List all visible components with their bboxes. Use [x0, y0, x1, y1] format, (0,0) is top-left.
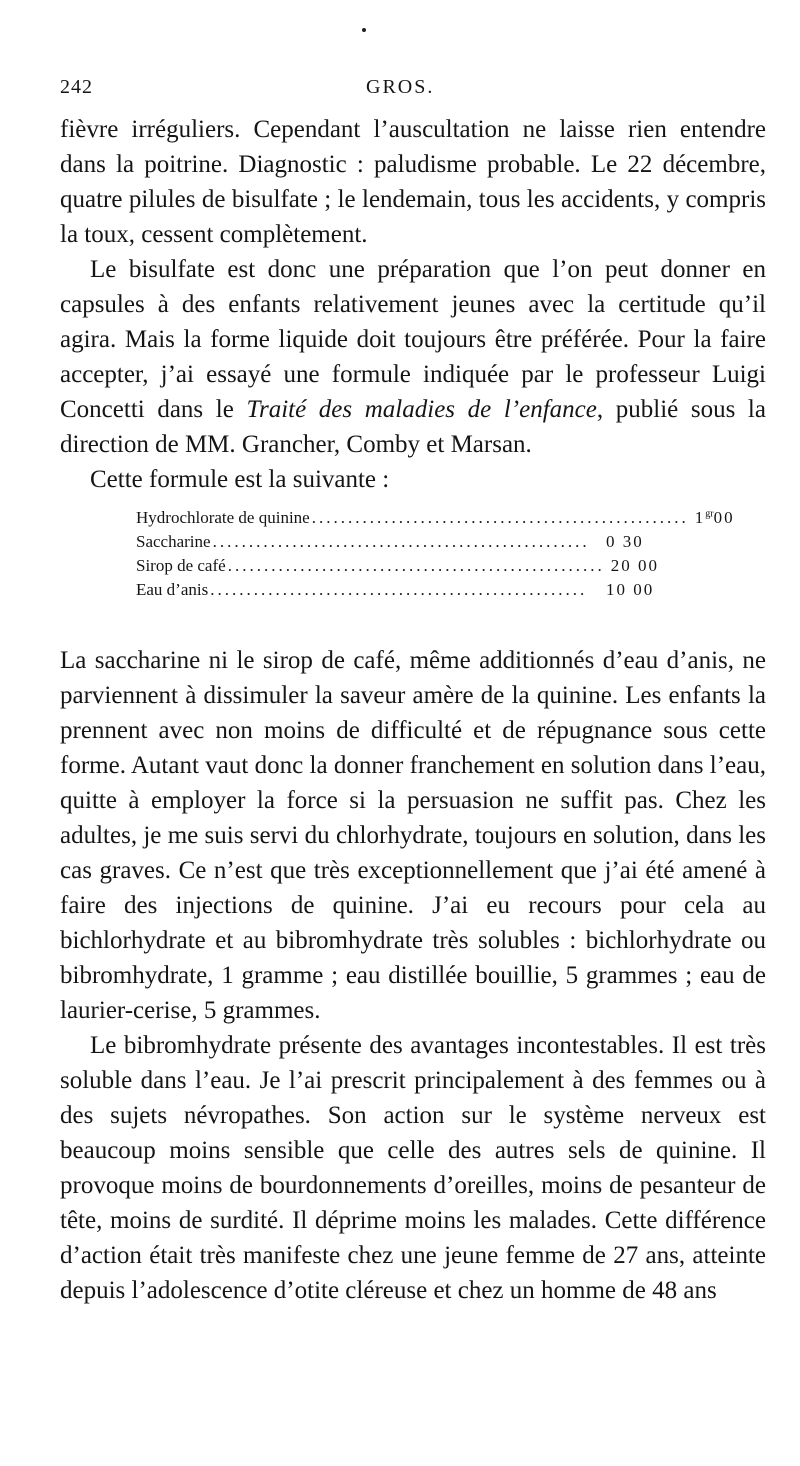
ingredient-quantity: 0 30	[606, 532, 644, 551]
paragraph-continuation: fièvre irréguliers. Cependant l’auscultation ne laisse rien entendre dans la poitrine. Diagnostic : paludisme probable. Le 22 décembre, quatre pilules de bisulfate ; le lendemain, tous les accidents, y compris la toux, cessent complètement.	[60, 116, 766, 248]
page-header	[60, 76, 760, 106]
formula-row	[136, 556, 696, 580]
ingredient-name: Hydrochlorate de quinine	[136, 508, 310, 527]
ingredient-name: Saccharine	[136, 532, 211, 551]
print-speck	[362, 28, 366, 32]
ingredient-name: Sirop de café	[136, 556, 226, 575]
body-text-top	[60, 112, 766, 497]
leader-dots: ....................................................	[212, 532, 590, 551]
paragraph-bisulfate-text: Le bisulfate est donc une préparation que l’on peut donner en capsules à des enfants relativement jeunes avec la certitude qu’il agira. Mais la forme liquide doit toujours être préférée. Pour la faire accepter, j’ai essayé une formule indiquée par le professeur Luigi Concetti dans le	[60, 256, 766, 423]
ingredient-name: Eau d’anis	[136, 580, 209, 599]
page-number: 242	[60, 76, 93, 98]
body-text-bottom	[60, 643, 766, 1308]
paragraph-bisulfate-tail: , publié sous la direction de MM. Grancher, Comby et Marsan.	[60, 396, 766, 458]
leader-dots: ....................................................	[210, 580, 588, 599]
formula-row	[136, 580, 696, 604]
book-title: Traité des maladies de l’enfance	[246, 396, 597, 423]
formula-row	[136, 532, 696, 556]
ingredient-quantity: $1^{gr}00$	[694, 508, 735, 527]
formula-row	[136, 508, 735, 532]
paragraph-bibromhydrate: Le bibromhydrate présente des avantages incontestables. Il est très soluble dans l’eau. Je l’ai prescrit principalement à des femmes ou à des sujets névropathes. Son action sur le système nerveux est beaucoup moins sensible que celle des autres sels de quinine. Il provoque moins de bourdonnements d’oreilles, moins de pesanteur de tête, moins de surdité. Il déprime moins les malades. Cette différence d’action était très manifeste chez une jeune femme de 27 ans, atteinte depuis l’adolescence d’otite cléreuse et chez un homme de 48 ans	[60, 1032, 766, 1304]
running-head: GROS.	[366, 76, 435, 98]
paragraph-saccharine: La saccharine ni le sirop de café, même additionnés d’eau d’anis, ne parviennent à dissimuler la saveur amère de la quinine. Les enfants la prennent avec non moins de difficulté et de répugnance sous cette forme. Autant vaut donc la donner franchement en solution dans l’eau, quitte à employer la force si la persuasion ne suffit pas. Chez les adultes, je me suis servi du chlorhydrate, toujours en solution, dans les cas graves. Ce n’est que très exceptionnellement que j’ai été amené à faire des injections de quinine. J’ai eu recours pour cela au bichlorhydrate et au bibromhydrate très solubles : bichlorhydrate ou bibromhydrate, 1 gramme ; eau distillée bouillie, 5 grammes ; eau de laurier-cerise, 5 grammes.	[60, 647, 766, 1024]
ingredient-quantity: 10 00	[606, 580, 655, 599]
formula-table	[136, 508, 735, 604]
paragraph-bisulfate	[60, 252, 766, 462]
leader-dots: ....................................................	[227, 556, 605, 575]
ingredient-quantity: 20 00	[610, 556, 659, 575]
leader-dots: ....................................................	[311, 508, 689, 527]
paragraph-formula-intro: Cette formule est la suivante :	[90, 466, 390, 493]
